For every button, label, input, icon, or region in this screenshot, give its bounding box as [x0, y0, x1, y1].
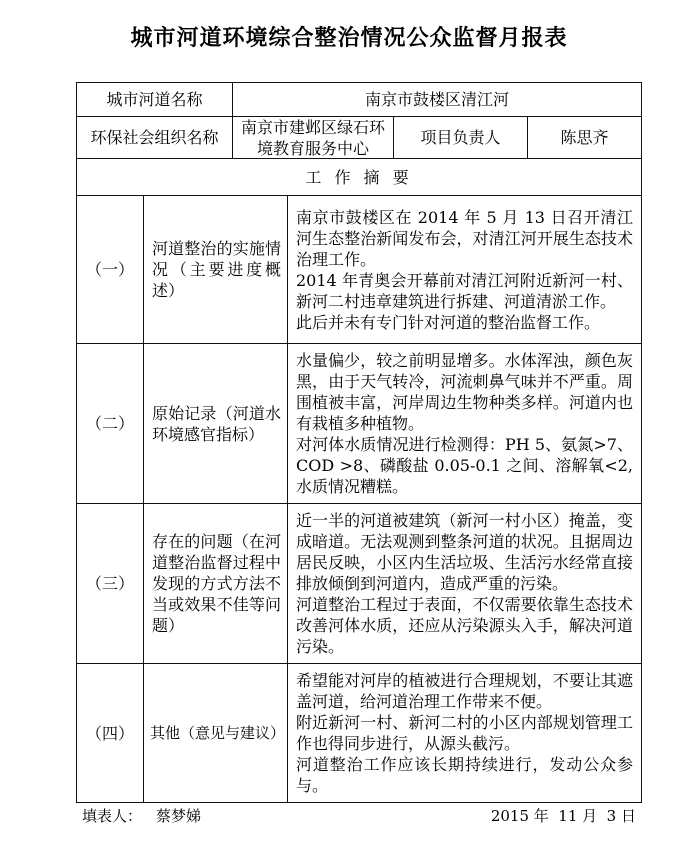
section-paragraph: 2014 年青奥会开幕前对清江河附近新河一村、新河二村违章建筑进行拆建、河道清淤工作。 [296, 270, 633, 311]
section-content [288, 664, 641, 802]
section-paragraph: 此后并未有专门针对河道的整治监督工作。 [296, 312, 601, 332]
section-index: （一） [77, 196, 144, 343]
section-content [288, 344, 641, 503]
section-index: （三） [77, 504, 144, 663]
section-paragraph: 水量偏少，较之前明显增多。水体浑浊，颜色灰黑，由于天气转冷，河流刺鼻气味并不严重。周围植被丰富，河岸周边生物种类多样。河道内也有栽植多种植物。 [296, 351, 633, 433]
section-paragraph: 近一半的河道被建筑（新河一村小区）掩盖，变成暗道。无法观测到整条河道的状况。且据周边居民反映，小区内生活垃圾、生活污水经常直接排放倾倒到河道内，造成严重的污染。 [296, 511, 633, 593]
section-paragraph: 河道整治工程过于表面，不仅需要依靠生态技术改善河体水质，还应从污染源头入手，解决河道污染。 [296, 595, 633, 656]
section-paragraph: 河道整治工作应该长期持续进行，发动公众参与。 [296, 755, 633, 795]
filler-label: 填表人： [82, 807, 143, 825]
project-leader-value: 陈思齐 [560, 128, 609, 147]
section-label-text: 其他（意见与建议） [150, 723, 286, 742]
section-index: （四） [77, 664, 144, 802]
section-row [77, 504, 641, 664]
summary-header-row [77, 159, 641, 196]
section-label-text: 原始记录（河道水环境感官指标） [152, 403, 281, 444]
section-row [77, 344, 641, 504]
section-paragraph: 附近新河一村、新河二村的小区内部规划管理工作也得同步进行，从源头截污。 [296, 713, 633, 753]
river-name-label: 城市河道名称 [77, 83, 233, 116]
report-date: 2015 年 11 月 3 日 [490, 807, 636, 825]
filler-name: 蔡梦娣 [156, 807, 202, 825]
section-content [288, 504, 641, 663]
river-name-row [77, 83, 641, 117]
section-label [144, 504, 288, 663]
section-content [288, 196, 641, 343]
section-row [77, 196, 641, 344]
section-row [77, 664, 641, 802]
section-label [144, 196, 288, 343]
section-label [144, 344, 288, 503]
section-label [144, 664, 288, 802]
report-table [76, 82, 642, 803]
organization-row [77, 117, 641, 159]
section-label-text: 河道整治的实施情况（主要进度概述） [152, 239, 281, 300]
organization-label: 环保社会组织名称 [77, 117, 233, 158]
river-name-value: 南京市鼓楼区清江河 [364, 90, 509, 109]
section-paragraph: 对河体水质情况进行检测得：PH 5、氨氮>7、COD >8、磷酸盐 0.05-0.1 之间、溶解氧<2,水质情况糟糕。 [296, 435, 633, 496]
section-label-text: 存在的问题（在河道整治监督过程中发现的方式方法不当或效果不佳等问题） [152, 532, 281, 635]
project-leader-label: 项目负责人 [394, 117, 528, 158]
organization-value: 南京市建邺区绿石环境教育服务中心 [233, 117, 394, 158]
section-paragraph: 南京市鼓楼区在 2014 年 5 月 13 日召开清江河生态整治新闻发布会，对清江河开展生态技术治理工作。 [296, 207, 633, 269]
filler-signature [82, 806, 201, 826]
section-index: （二） [77, 344, 144, 503]
section-paragraph: 希望能对河岸的植被进行合理规划，不要让其遮盖河道，给河道治理工作带来不便。 [296, 671, 633, 711]
summary-header: 工 作 摘 要 [305, 167, 413, 187]
page-title: 城市河道环境综合整治情况公众监督月报表 [130, 25, 568, 51]
